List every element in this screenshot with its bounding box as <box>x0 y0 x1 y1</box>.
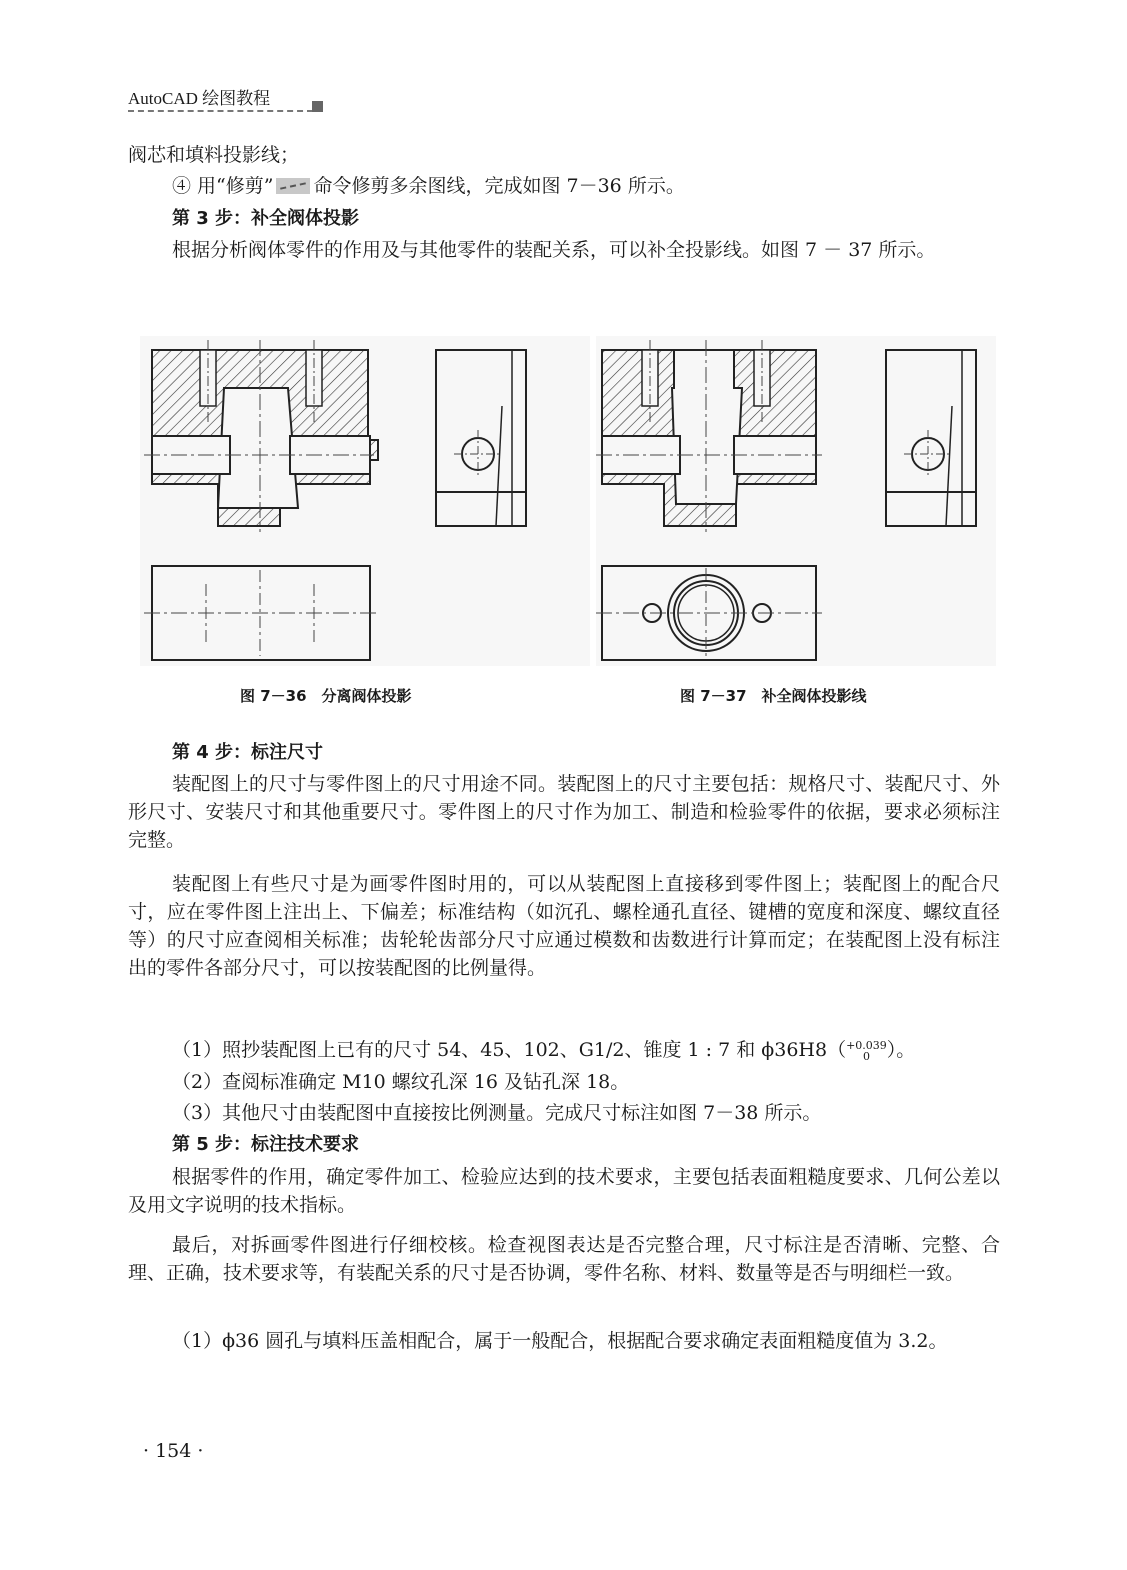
step-4-heading: 第 4 步：标注尺寸 <box>172 742 324 763</box>
step-3-heading: 第 3 步：补全阀体投影 <box>172 208 360 229</box>
paragraph-2-suffix: 命令修剪多余图线，完成如图 7－36 所示。 <box>313 175 685 197</box>
item-1 <box>172 1036 915 1064</box>
paragraph-2 <box>172 172 1000 200</box>
paragraph-8: （1）ϕ36 圆孔与填料压盖相配合，属于一般配合，根据配合要求确定表面粗糙度值为 3.2。 <box>172 1330 948 1352</box>
paragraph-7: 最后，对拆画零件图进行仔细校核。检查视图表达是否完整合理，尺寸标注是否清晰、完整、合理、正确，技术要求等，有装配关系的尺寸是否协调，零件名称、材料、数量等是否与明细栏一致。 <box>128 1234 1000 1284</box>
tolerance <box>846 1040 887 1062</box>
header-marker <box>312 101 323 112</box>
paragraph-2-prefix: ④ 用“修剪” <box>172 175 274 197</box>
figure-7-36-caption: 图 7－36 分离阀体投影 <box>240 687 412 705</box>
figure-7-37-caption: 图 7－37 补全阀体投影线 <box>680 687 867 705</box>
figure-7-37 <box>596 336 996 666</box>
header-rule <box>128 110 313 112</box>
running-header: AutoCAD 绘图教程 <box>128 89 271 108</box>
item-3: （3）其他尺寸由装配图中直接按比例测量。完成尺寸标注如图 7－38 所示。 <box>172 1102 822 1124</box>
tolerance-lower: 0 <box>862 1050 870 1063</box>
paragraph-3: 根据分析阀体零件的作用及与其他零件的装配关系，可以补全投影线。如图 7 － 37 所示。 <box>172 239 936 261</box>
paragraph-5: 装配图上有些尺寸是为画零件图时用的，可以从装配图上直接移到零件图上；装配图上的配合尺寸，应在零件图上注出上、下偏差；标准结构（如沉孔、螺栓通孔直径、键槽的宽度和深度、螺纹直径等）的尺寸应查阅相关标准；齿轮轮齿部分尺寸应通过模数和齿数进行计算而定；在装配图上没有标注出的零件各部分尺寸，可以按装配图的比例量得。 <box>128 873 1000 979</box>
step-5-heading: 第 5 步：标注技术要求 <box>172 1134 360 1155</box>
page-number: · 154 · <box>143 1440 204 1462</box>
paragraph-4: 装配图上的尺寸与零件图上的尺寸用途不同。装配图上的尺寸主要包括：规格尺寸、装配尺寸、外形尺寸、安装尺寸和其他重要尺寸。零件图上的尺寸作为加工、制造和检验零件的依据，要求必须标注完整。 <box>128 773 1000 851</box>
trim-icon <box>276 178 310 194</box>
paragraph-6: 根据零件的作用，确定零件加工、检验应达到的技术要求，主要包括表面粗糙度要求、几何公差以及用文字说明的技术指标。 <box>128 1166 1000 1216</box>
tolerance-upper: +0.039 <box>846 1039 887 1052</box>
item-1-text: （1）照抄装配图上已有的尺寸 54、45、102、G1/2、锥度 1 : 7 和 ϕ36H8（ <box>172 1039 847 1061</box>
item-2: （2）查阅标准确定 M10 螺纹孔深 16 及钻孔深 18。 <box>172 1071 630 1093</box>
figure-7-36 <box>140 336 590 666</box>
item-1-end: ）。 <box>886 1039 916 1061</box>
paragraph-1: 阀芯和填料投影线； <box>128 144 300 166</box>
